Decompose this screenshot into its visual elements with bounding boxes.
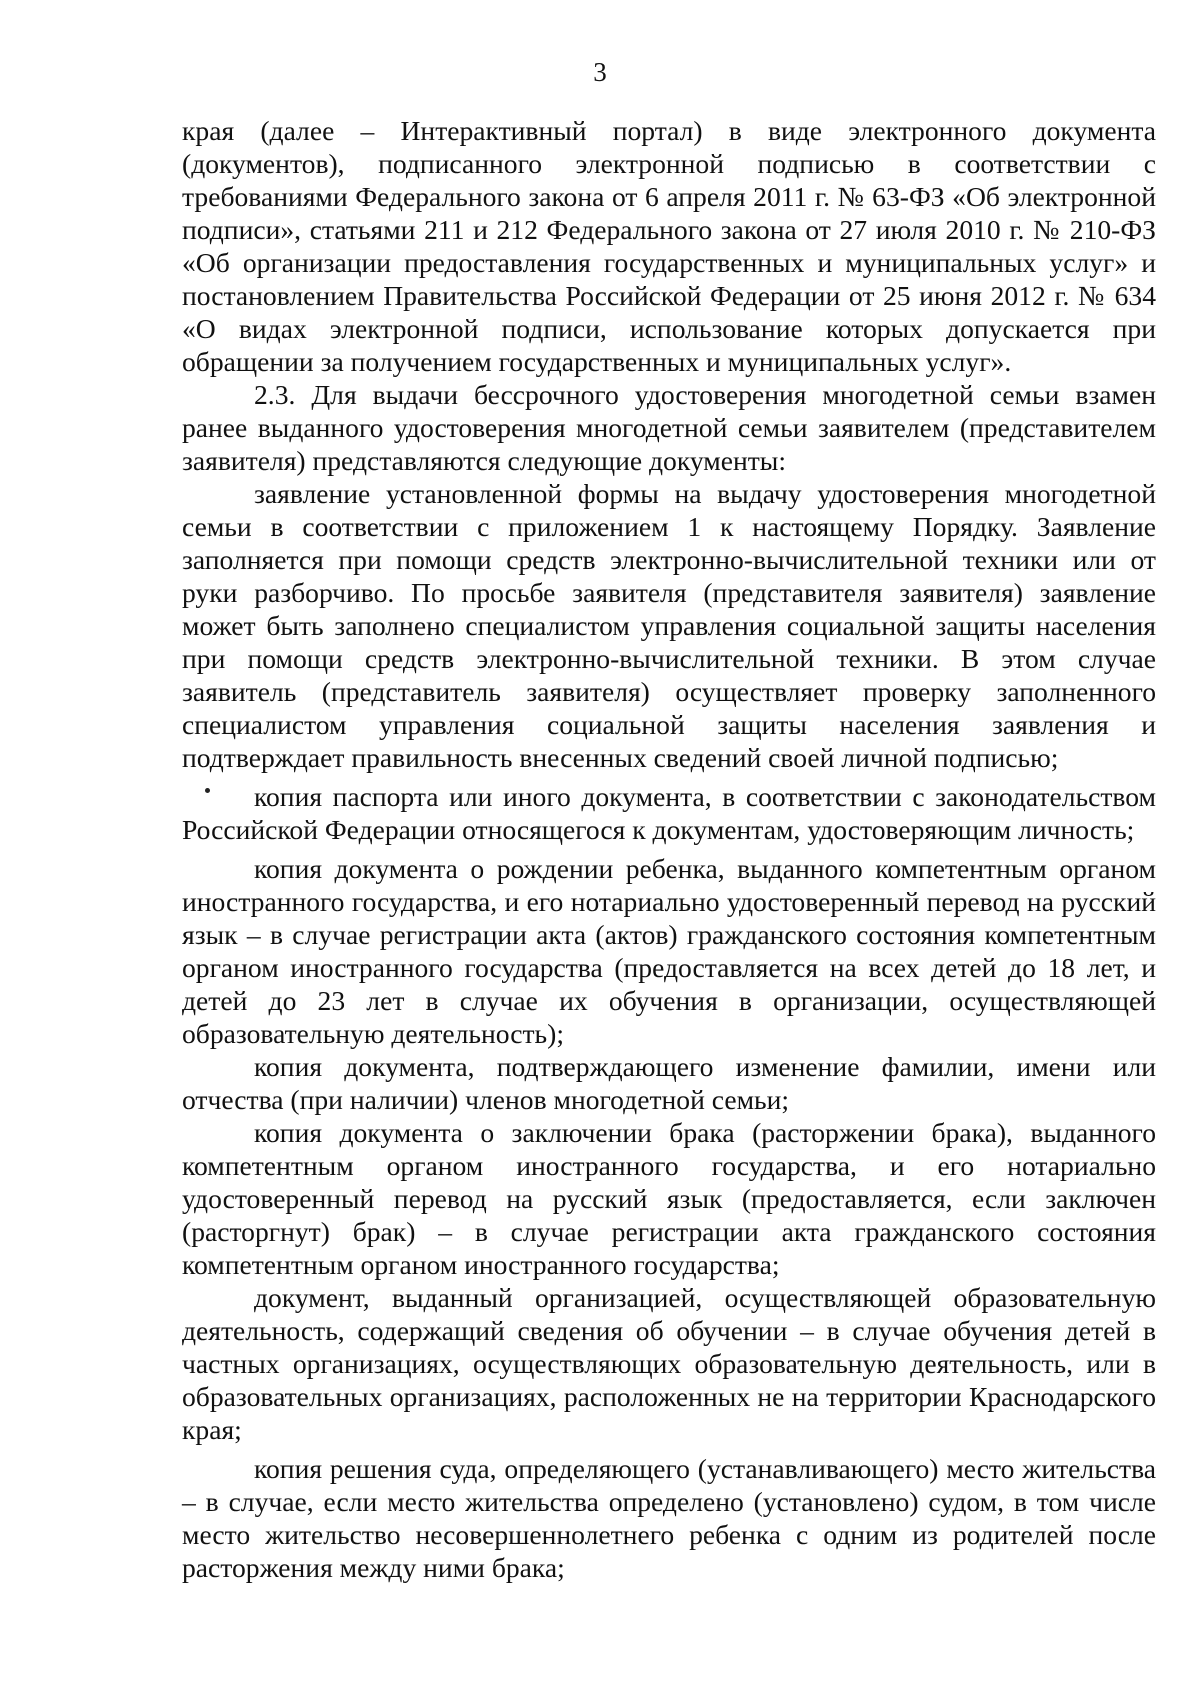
paragraph-section-2-3: 2.3. Для выдачи бессрочного удостоверения многодетной семьи взамен ранее выданного удостоверения многодетной семьи заявителем (представителем заявителя) представляются следующие документы:	[182, 379, 1156, 476]
paragraph-marriage-document: копия документа о заключении брака (расторжении брака), выданного компетентным органом иностранного государства, и его нотариально удостоверенный перевод на русский язык (предоставляется, если заключен (расторгнут) брак) – в случае регистрации акта гражданского состояния компетентным органом иностранного государства;	[182, 1117, 1156, 1280]
paragraph-birth-document: копия документа о рождении ребенка, выданного компетентным органом иностранного государства, и его нотариально удостоверенный перевод на русский язык – в случае регистрации акта (актов) гражданского состояния компетентным органом иностранного государства (предоставляется на всех детей до 18 лет, и детей до 23 лет в случае их обучения в организации, осуществляющей образовательную деятельность);	[182, 853, 1156, 1049]
paragraph-education-document: документ, выданный организацией, осуществляющей образовательную деятельность, содержащий сведения об обучении – в случае обучения детей в частных организациях, осуществляющих образовательную деятельность, или в образовательных организациях, расположенных не на территории Краснодарского края;	[182, 1282, 1156, 1445]
paragraph-application-form: заявление установленной формы на выдачу удостоверения многодетной семьи в соответствии с приложением 1 к настоящему Порядку. Заявление заполняется при помощи средств электронно-вычислительной техники или от руки разборчиво. По просьбе заявителя (представителя заявителя) заявление может быть заполнено специалистом управления социальной защиты населения при помощи средств электронно-вычислительной техники. В этом случае заявитель (представитель заявителя) осуществляет проверку заполненного специалистом управления социальной защиты населения заявления и подтверждает правильность внесенных сведений своей личной подписью;	[182, 478, 1156, 773]
paragraph-name-change: копия документа, подтверждающего изменение фамилии, имени или отчества (при наличии) членов многодетной семьи;	[182, 1051, 1156, 1115]
page-number: 3	[593, 57, 607, 87]
paragraph-court-decision: копия решения суда, определяющего (устанавливающего) место жительства – в случае, если место жительства определено (установлено) судом, в том числе место жительство несовершеннолетнего ребенка с одним из родителей после расторжения между ними брака;	[182, 1453, 1156, 1583]
paragraph-portal-continuation: края (далее – Интерактивный портал) в виде электронного документа (документов), подписанного электронной подписью в соответствии с требованиями Федерального закона от 6 апреля 2011 г. № 63-ФЗ «Об электронной подписи», статьями 211 и 212 Федерального закона от 27 июля 2010 г. № 210-ФЗ «Об организации предоставления государственных и муниципальных услуг» и постановлением Правительства Российской Федерации от 25 июня 2012 г. № 634 «О видах электронной подписи, использование которых допускается при обращении за получением государственных и муниципальных услуг».	[182, 115, 1156, 377]
document-body	[182, 114, 1156, 1584]
paragraph-passport-copy: копия паспорта или иного документа, в соответствии с законодательством Российской Федерации относящегося к документам, удостоверяющим личность;	[182, 781, 1156, 845]
